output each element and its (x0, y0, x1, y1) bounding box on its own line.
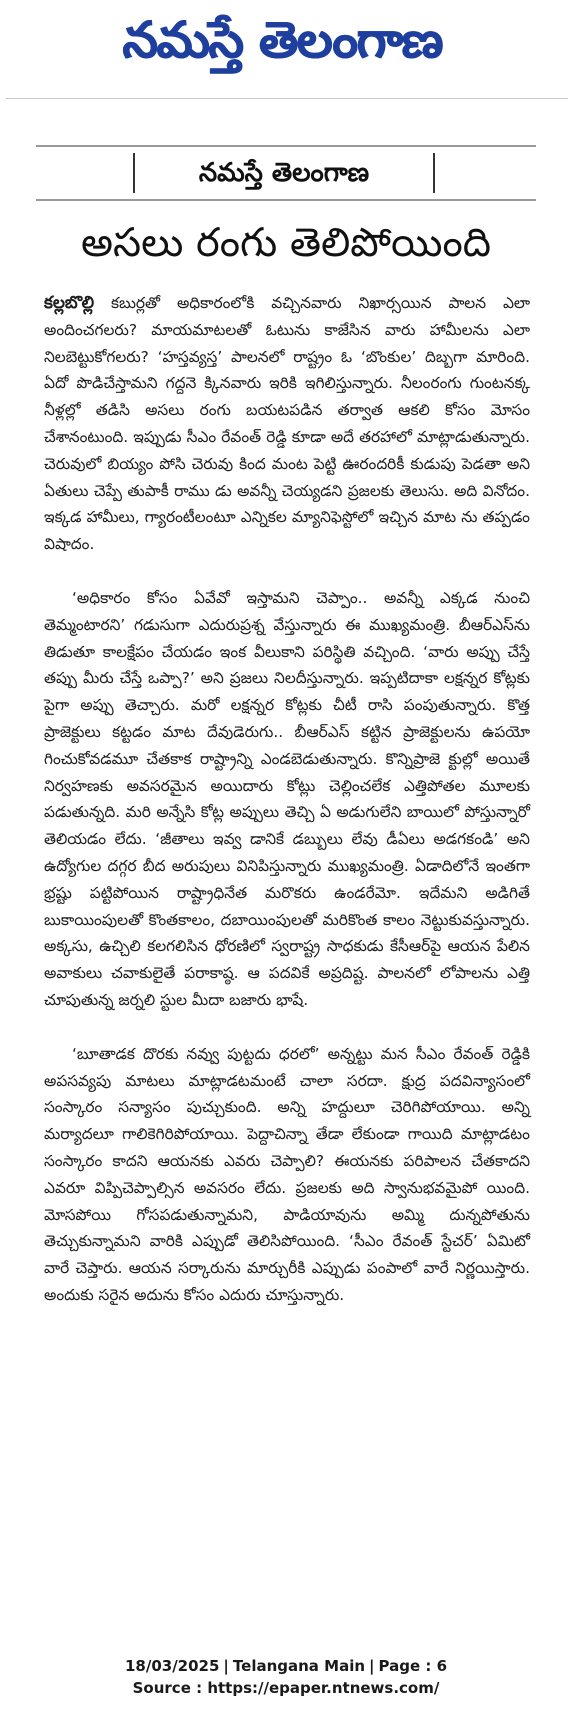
footer-edition: Telangana Main (232, 1657, 366, 1675)
footer-separator: | (223, 1657, 229, 1675)
article-paragraph-1-text: కబుర్లతో అధికారంలోకి వచ్చినవారు నిఖార్సయిన పాలన ఎలా అందించగలరు? మాయమాటలతో ఓటును కాజేసిన వారు హామీలను ఎలా నిలబెట్టుకోగలరు? ‘హస్తవ్యస్త’ పాలనలో రాష్ట్రం ఓ ‘బొంకుల’ దిబ్బగా మారింది. ఏదో పొడిచేస్తామని గద్దనె క్కినవారు ఇరికి ఇగిలిస్తున్నారు. నీలంరంగు గుంటనక్క నీళ్లల్లో తడిసి అసలు రంగు బయటపడిన తర్వాత ఆకలి కోసం మోసం చేశానంటుంది. ఇప్పుడు సీఎం రేవంత్ రెడ్డి కూడా అదే తరహాలో మాట్లాడుతున్నారు. చెరువులో బియ్యం పోసి చెరువు కింద మంట పెట్టి ఊరందరికీ కుడుపు పెడతా అని ఏతులు చెప్పే తుపాకీ రాము డు అవన్నీ చెయ్యడని ప్రజలకు తెలుసు. అది వినోదం. ఇక్కడ హామీలు, గ్యారంటీలంటూ ఎన్నికల మ్యానిఫెస్టోలో ఇచ్చిన మాట ను తప్పడం విషాదం. (44, 294, 530, 554)
article-body (44, 290, 530, 1309)
footer-page: Page : 6 (378, 1657, 448, 1675)
article-paragraph-2-text: ‘అధికారం కోసం ఏవేవో ఇస్తామని చెప్పాం.. అవన్నీ ఎక్కడ నుంచి తెమ్మంటారని’ గడుసుగా ఎదురుప్రశ్న వేస్తున్నారు ఈ ముఖ్యమంత్రి. బీఆర్ఎస్‌ను తిడుతూ కాలక్షేపం చేయడం ఇంక వీలుకాని పరిస్థితి వచ్చింది. ‘వారు అప్పు చేస్తే తప్పు మీరు చేస్తే ఒప్పా?’ అని ప్రజలు నిలదీస్తున్నారు. ఇప్పటిదాకా లక్షన్నర కోట్లకు పైగా అప్పు తెచ్చారు. మరో లక్షన్నర కోట్లకు చీటీ రాసి పంపుతున్నారు. కొత్త ప్రాజెక్టులు కట్టడం మాట దేవుడెరుగు.. బీఆర్ఎస్ కట్టిన ప్రాజెక్టులను ఉపయో గించుకోవడమూ చేతకాక రాష్ట్రాన్ని ఎండబెడుతున్నారు. కొన్నిప్రాజె క్టుల్లో అయితే నిర్వహణకు అవసరమైన అయిదారు కోట్లు చెల్లించలేక ఎత్తిపోతల మూలకు పడుతున్నది. మరి అన్నేసి కోట్ల అప్పులు తెచ్చి ఏ అడుగులేని బాయిలో పోస్తున్నారో తెలియడం లేదు. ‘జీతాలు ఇవ్వ డానికే డబ్బులు లేవు డీఏలు అడగకండి’ అని ఉద్యోగుల దగ్గర బీద అరుపులు వినిపిస్తున్నారు ముఖ్యమంత్రి. ఏడాదిలోనే ఇంతగా భ్రష్టు పట్టిపోయిన రాష్ట్రాధినేత మరొకరు ఉండరేమో. ఇదేమని అడిగితే బుకాయింపులతో కొంతకాలం, దబాయింపులతో మరికొంత కాలం నెట్టుకువస్తున్నారు. అక్కసు, ఉచ్చిలి కలగలిసిన ధోరణిలో స్వరాష్ట్ర సాధకుడు కేసీఆర్‌పై ఆయన పేలిన అవాకులు చవాకులైతే పరాకాష్ఠ. ఆ పదవికే అప్రదిష్ట. పాలనలో లోపాలను ఎత్తి చూపుతున్న జర్నలి స్టుల మీదా బజారు భాషే. (44, 588, 530, 1009)
masthead-divider (6, 98, 568, 99)
column-rule-bottom (36, 199, 536, 201)
column-bar-left (133, 153, 135, 193)
article-paragraph-2 (44, 585, 530, 1014)
page-footer (0, 1655, 572, 1699)
column-name: నమస్తే తెలంగాణ (198, 158, 370, 188)
footer-date: 18/03/2025 (124, 1657, 220, 1675)
footer-info-line (0, 1655, 572, 1677)
article-paragraph-1 (44, 290, 530, 558)
masthead (0, 0, 572, 92)
masthead-logo: నమస్తే తెలంగాణ (122, 11, 442, 69)
footer-source[interactable]: Source : https://epaper.ntnews.com/ (132, 1679, 440, 1697)
column-rule-top (36, 145, 536, 147)
article-lead-word: కల్లబొల్లి (44, 293, 95, 313)
footer-separator: | (369, 1657, 375, 1675)
article-paragraph-3 (44, 1041, 530, 1309)
article-headline: అసలు రంగు తెలిపోయింది (81, 220, 491, 266)
article-paragraph-3-text: ‘బూతాడక దొరకు నవ్వు పుట్టదు ధరలో’ అన్నట్టు మన సీఎం రేవంత్ రెడ్డికి అపసవ్యపు మాటలు మాట్లాడటమంటే చాలా సరదా. క్షుద్ర పదవిన్యాసంలో సంస్కారం సన్యాసం పుచ్చుకుంది. అన్ని హద్దులూ చెరిగిపోయాయి. అన్ని మర్యాదలూ గాలికెగిరిపోయాయి. పెద్దాచిన్నా తేడా లేకుండా గాయిది మాట్లాడటం సంస్కారం కాదని ఆయనకు ఎవరు చెప్పాలి? ఈయనకు పరిపాలన చేతకాదని ఎవరూ విప్పిచెప్పాల్సిన అవసరం లేదు. ప్రజలకు అది స్వానుభవమైపో యింది. మోసపోయి గోసపడుతున్నామని, పాడియావును అమ్మి దున్నపోతును తెచ్చుకున్నామని వారికి ఎప్పుడో తెలిసిపోయింది. ‘సీఎం రేవంత్ స్టేచర్’ ఏమిటో వారే చెప్తారు. ఆయన సర్కారును మార్చురీకి ఎప్పుడు పంపాలో వారే నిర్ణయిస్తారు. అందుకు సరైన అదును కోసం ఎదురు చూస్తున్నారు. (44, 1044, 530, 1304)
column-bar-right (433, 153, 435, 193)
